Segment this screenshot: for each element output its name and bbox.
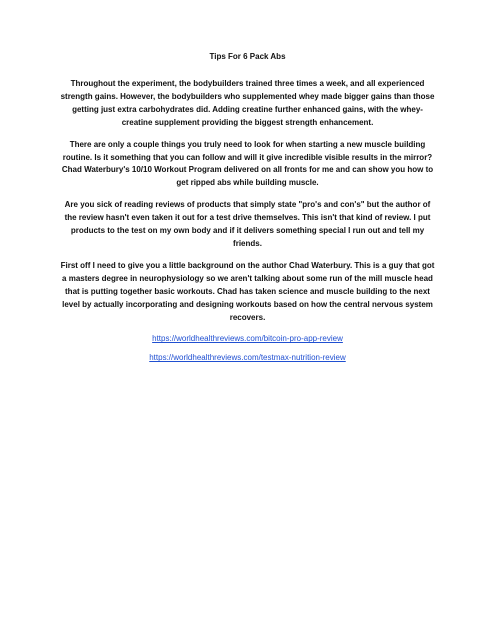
link-row-testmax bbox=[58, 352, 437, 364]
paragraph-author: First off I need to give you a little background on the author Chad Waterbury. This is a guy that got a masters degree in neurophysiology so we aren't talking about some run of the mill muscle head that is putting together basic workouts. Chad has taken science and muscle building to the next level by actually incorporating and designing workouts based on how the central nervous system recovers. bbox=[60, 260, 435, 322]
testmax-nutrition-review-link[interactable]: https://worldhealthreviews.com/testmax-nutrition-review bbox=[149, 353, 346, 363]
link-row-bitcoin bbox=[58, 333, 437, 345]
paragraph-reviews: Are you sick of reading reviews of products that simply state "pro's and con's" but the author of the review hasn't even taken it out for a test drive themselves. This isn't that kind of review. I put products to the test on my own body and if it delivers something special I run out and tell my friends. bbox=[64, 200, 431, 248]
paragraph-routine: There are only a couple things you truly need to look for when starting a new muscle building routine. Is it something that you can follow and will it give incredible visible results in the mirror? Chad Waterbury's 10/10 Workout Program delivered on all fronts for me and can show you how to get ripped abs while building muscle. bbox=[61, 139, 434, 188]
document-page bbox=[58, 51, 437, 371]
paragraph-experiment: Throughout the experiment, the bodybuilders trained three times a week, and all experienced strength gains. However, the bodybuilders who supplemented whey made bigger gains than those getting just extra carbohydrates did. Adding creatine further enhanced gains, with the whey-creatine supplement providing the biggest strength enhancement. bbox=[60, 79, 435, 127]
document-title: Tips For 6 Pack Abs bbox=[209, 52, 286, 61]
bitcoin-pro-app-review-link[interactable]: https://worldhealthreviews.com/bitcoin-pro-app-review bbox=[152, 334, 343, 344]
